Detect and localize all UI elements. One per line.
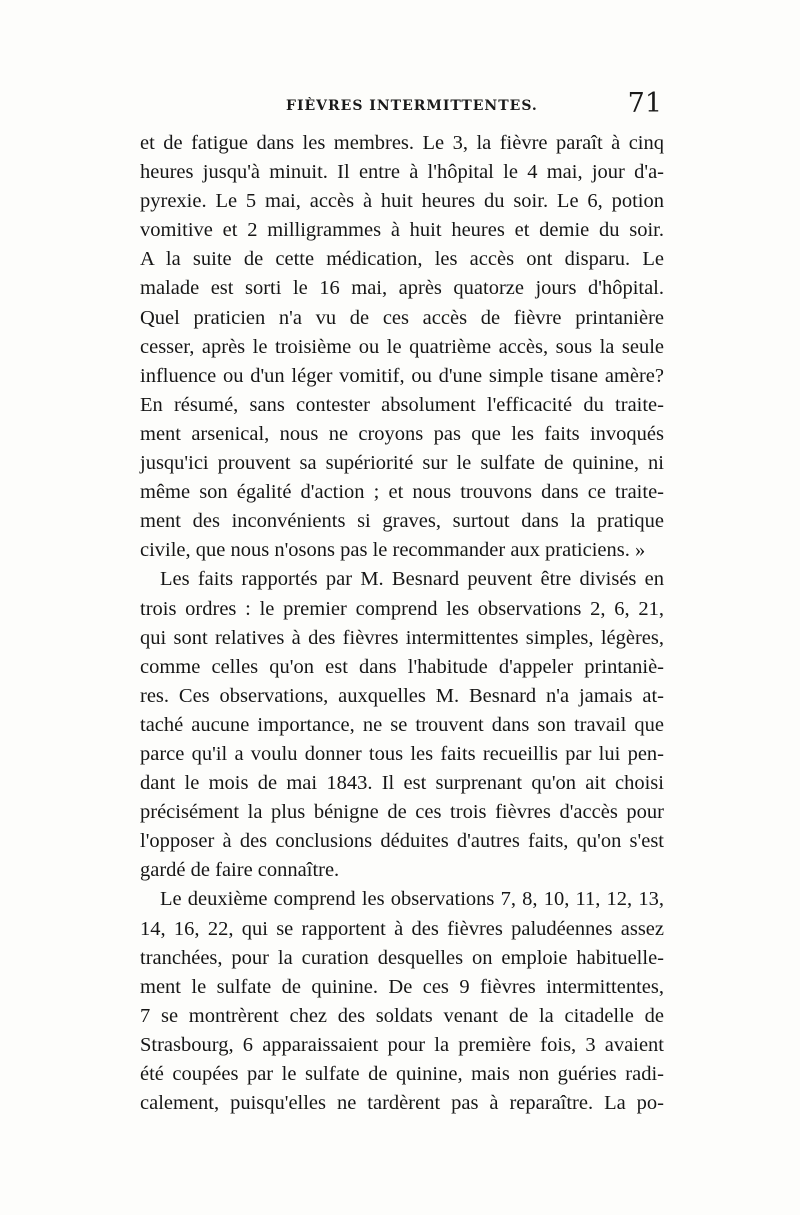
text-line: malade est sorti le 16 mai, après quatorze jours d'hôpital. — [140, 277, 664, 300]
text-line: gardé de faire connaître. — [140, 859, 340, 882]
text-line: dant le mois de mai 1843. Il est surprenant qu'on ait choisi — [140, 772, 664, 795]
text-line: tranchées, pour la curation desquelles on emploie habituelle- — [140, 946, 664, 969]
text-line: ment le sulfate de quinine. De ces 9 fièvres intermittentes, — [140, 975, 664, 998]
text-line: vomitive et 2 milligrammes à huit heures et demie du soir. — [140, 219, 664, 242]
text-line: parce qu'il a voulu donner tous les faits recueillis par lui pen- — [140, 742, 664, 765]
text-line: été coupées par le sulfate de quinine, mais non guéries radi- — [140, 1063, 664, 1085]
text-line: comme celles qu'on est dans l'habitude d'appeler printaniè- — [140, 655, 664, 678]
running-title: FIÈVRES INTERMITTENTES. — [286, 98, 538, 114]
running-header — [140, 88, 662, 128]
text-line: Strasbourg, 6 apparaissaient pour la première fois, 3 avaient — [140, 1033, 664, 1056]
text-line: A la suite de cette médication, les accès ont disparu. Le — [140, 248, 664, 271]
text-line: En résumé, sans contester absolument l'efficacité du traite- — [140, 393, 664, 416]
paragraph-start-line: Le deuxième comprend les observations 7, 8, 10, 11, 12, 13, — [160, 888, 664, 911]
body-text — [140, 129, 664, 1118]
text-line: même son égalité d'action ; et nous trouvons dans ce traite- — [140, 481, 664, 504]
text-line: qui sont relatives à des fièvres intermittentes simples, légères, — [140, 626, 664, 649]
text-line: pyrexie. Le 5 mai, accès à huit heures du soir. Le 6, potion — [140, 190, 664, 213]
text-line: cesser, après le troisième ou le quatrième accès, sous la seule — [140, 335, 664, 358]
text-line: jusqu'ici prouvent sa supériorité sur le sulfate de quinine, ni — [140, 452, 664, 475]
text-line: res. Ces observations, auxquelles M. Besnard n'a jamais at- — [140, 684, 664, 707]
text-line: calement, puisqu'elles ne tardèrent pas à reparaître. La po- — [140, 1092, 664, 1115]
text-line: trois ordres : le premier comprend les observations 2, 6, 21, — [140, 597, 664, 620]
text-line: l'opposer à des conclusions déduites d'autres faits, qu'on s'est — [140, 830, 664, 853]
text-line: influence ou d'un léger vomitif, ou d'une simple tisane amère? — [140, 364, 664, 387]
text-line: 14, 16, 22, qui se rapportent à des fièvres paludéennes assez — [140, 917, 664, 940]
text-line: taché aucune importance, ne se trouvent dans son travail que — [140, 713, 664, 736]
text-line: heures jusqu'à minuit. Il entre à l'hôpital le 4 mai, jour d'a- — [140, 161, 664, 184]
text-line: 7 se montrèrent chez des soldats venant de la citadelle de — [140, 1004, 664, 1027]
page-number: 71 — [627, 88, 662, 119]
text-line: civile, que nous n'osons pas le recommander aux praticiens. » — [140, 539, 646, 562]
text-line: et de fatigue dans les membres. Le 3, la fièvre paraît à cinq — [140, 132, 664, 154]
paragraph-start-line: Les faits rapportés par M. Besnard peuvent être divisés en — [160, 568, 664, 591]
text-line: ment des inconvénients si graves, surtout dans la pratique — [140, 510, 664, 533]
text-line: Quel praticien n'a vu de ces accès de fièvre printanière — [140, 306, 664, 329]
text-line: ment arsenical, nous ne croyons pas que les faits invoqués — [140, 422, 664, 445]
text-line: précisément la plus bénigne de ces trois fièvres d'accès pour — [140, 801, 664, 824]
